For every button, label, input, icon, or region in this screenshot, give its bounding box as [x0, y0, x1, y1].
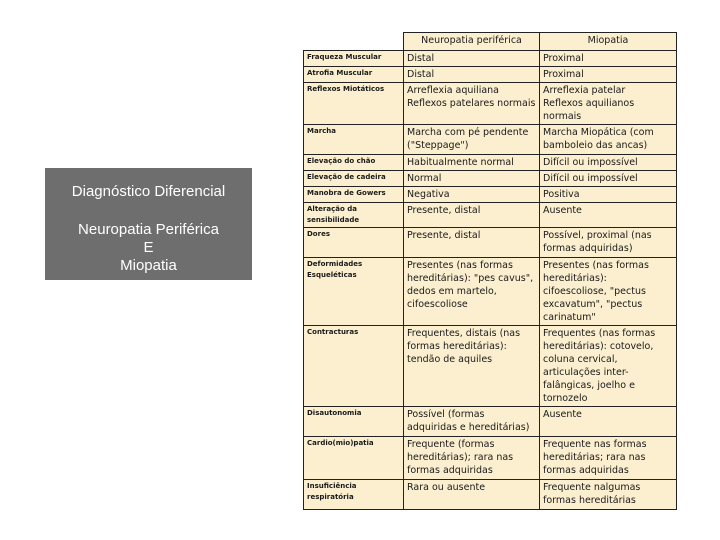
cell-myopathy — [540, 437, 677, 480]
table-row — [304, 228, 677, 258]
neuropathy-text: Negativa — [407, 189, 450, 200]
header-corner — [304, 33, 404, 51]
myopathy-text: Presentes (nas formas hereditárias): cifoescoliose, "pectus excavatum", "pectus carinatum" — [543, 260, 649, 323]
neuropathy-text: Distal — [407, 53, 435, 64]
table-row — [304, 83, 677, 125]
neuropathy-text: Habitualmente normal — [407, 157, 514, 168]
cell-neuropathy — [404, 83, 540, 125]
neuropathy-text: Distal — [407, 69, 435, 80]
myopathy-text: Frequente nalgumas formas hereditárias — [543, 482, 641, 506]
myopathy-text: Ausente — [543, 205, 582, 216]
cell-neuropathy — [404, 480, 540, 510]
cell-neuropathy — [404, 258, 540, 326]
myopathy-text: Possível, proximal (nas formas adquiridas) — [543, 230, 652, 254]
cell-neuropathy — [404, 67, 540, 83]
cell-myopathy — [540, 258, 677, 326]
table-row — [304, 171, 677, 187]
cell-neuropathy — [404, 125, 540, 155]
table-row — [304, 326, 677, 407]
cell-myopathy — [540, 187, 677, 203]
table-row — [304, 155, 677, 171]
table-row — [304, 203, 677, 228]
cell-neuropathy — [404, 407, 540, 437]
neuropathy-text: Reflexos patelares normais — [407, 98, 536, 109]
cell-myopathy — [540, 407, 677, 437]
cell-myopathy — [540, 125, 677, 155]
table-header-row — [304, 33, 677, 51]
row-criterion: Insuficiência respiratória — [304, 480, 404, 510]
cell-myopathy — [540, 480, 677, 510]
myopathy-text: Positiva — [543, 189, 580, 200]
cell-myopathy — [540, 171, 677, 187]
row-criterion: Contracturas — [304, 326, 404, 407]
row-criterion: Marcha — [304, 125, 404, 155]
cell-neuropathy — [404, 326, 540, 407]
comparison-table — [303, 32, 677, 510]
cell-myopathy — [540, 83, 677, 125]
row-criterion: Alteração da sensibilidade — [304, 203, 404, 228]
myopathy-text: Frequente nas formas hereditárias; rara nas formas adquiridas — [543, 439, 647, 476]
title-heading: Diagnóstico Diferencial — [71, 183, 226, 200]
cell-neuropathy — [404, 171, 540, 187]
neuropathy-text: Presente, distal — [407, 230, 481, 241]
title-conjunction: E — [143, 239, 154, 256]
title-neuropathy: Neuropatia Periférica — [78, 221, 219, 238]
row-criterion: Manobra de Gowers — [304, 187, 404, 203]
table-row — [304, 67, 677, 83]
table-row — [304, 187, 677, 203]
neuropathy-text: Rara ou ausente — [407, 482, 486, 493]
cell-neuropathy — [404, 203, 540, 228]
neuropathy-text: Possível (formas adquiridas e hereditárias) — [407, 409, 530, 433]
neuropathy-text: Normal — [407, 173, 442, 184]
neuropathy-text: Presentes (nas formas hereditárias): "pes cavus", dedos em martelo, cifoescoliose — [407, 260, 534, 310]
cell-neuropathy — [404, 187, 540, 203]
myopathy-text: Ausente — [543, 409, 582, 420]
cell-neuropathy — [404, 228, 540, 258]
table-row — [304, 125, 677, 155]
cell-neuropathy — [404, 51, 540, 67]
cell-myopathy — [540, 228, 677, 258]
myopathy-text: Proximal — [543, 53, 584, 64]
header-myopathy: Miopatia — [540, 33, 677, 51]
table-row — [304, 258, 677, 326]
myopathy-text: Proximal — [543, 69, 584, 80]
title-myopathy: Miopatia — [120, 257, 177, 274]
neuropathy-text: Arreflexia aquiliana — [407, 85, 499, 96]
cell-myopathy — [540, 203, 677, 228]
myopathy-text: Frequentes (nas formas hereditárias): cotovelo, coluna cervical, articulações inter-falângicas, joelho e tornozelo — [543, 328, 656, 404]
table-row — [304, 51, 677, 67]
row-criterion: Fraqueza Muscular — [304, 51, 404, 67]
cell-neuropathy — [404, 437, 540, 480]
myopathy-text: Reflexos aquilianos normais — [543, 98, 635, 122]
table-row — [304, 407, 677, 437]
row-criterion: Dores — [304, 228, 404, 258]
row-criterion: Elevação do chão — [304, 155, 404, 171]
cell-myopathy — [540, 51, 677, 67]
cell-myopathy — [540, 326, 677, 407]
cell-myopathy — [540, 67, 677, 83]
header-neuropathy: Neuropatia periférica — [404, 33, 540, 51]
myopathy-text: Difícil ou impossível — [543, 157, 638, 168]
neuropathy-text: Frequentes, distais (nas formas hereditárias): tendão de aquiles — [407, 328, 521, 365]
myopathy-text: Difícil ou impossível — [543, 173, 638, 184]
neuropathy-text: Presente, distal — [407, 205, 481, 216]
cell-neuropathy — [404, 155, 540, 171]
myopathy-text: Arreflexia patelar — [543, 85, 626, 96]
title-box — [45, 168, 252, 280]
row-criterion: Elevação de cadeira — [304, 171, 404, 187]
cell-myopathy — [540, 155, 677, 171]
row-criterion: Reflexos Miotáticos — [304, 83, 404, 125]
neuropathy-text: Frequente (formas hereditárias); rara nas formas adquiridas — [407, 439, 514, 476]
table-row — [304, 437, 677, 480]
myopathy-text: Marcha Miopática (com bamboleio das ancas) — [543, 127, 654, 151]
row-criterion: Deformidades Esqueléticas — [304, 258, 404, 326]
row-criterion: Cardio(mio)patia — [304, 437, 404, 480]
table-row — [304, 480, 677, 510]
row-criterion: Disautonomia — [304, 407, 404, 437]
neuropathy-text: Marcha com pé pendente ("Steppage") — [407, 127, 529, 151]
row-criterion: Atrofia Muscular — [304, 67, 404, 83]
